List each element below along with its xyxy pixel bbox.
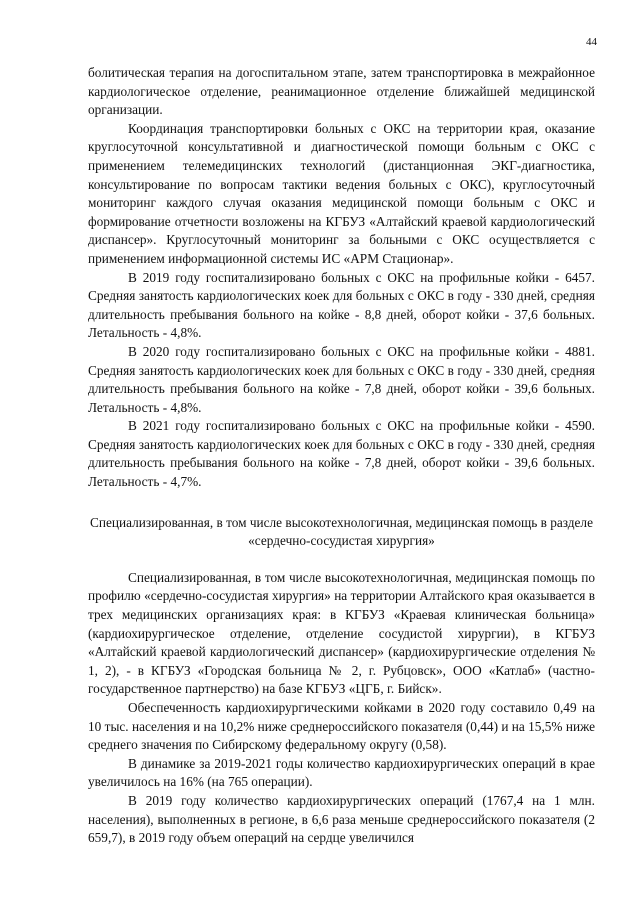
section-heading: Специализированная, в том числе высокотехнологичная, медицинская помощь в разделе «сердечно-сосудистая хирургия» [90, 514, 593, 549]
paragraph-bed-supply: Обеспеченность кардиохирургическими койками в 2020 году составило 0,49 на 10 тыс. населения и на 10,2% ниже среднероссийского показателя (0,44) и на 15,5% ниже среднего значения по Сибирскому федеральному округу (0,58). [88, 700, 595, 753]
document-body [88, 64, 595, 848]
paragraph-continued: болитическая терапия на догоспитальном этапе, затем транспортировка в межрайонное кардиологическое отделение, реанимационное отделение ближайшей медицинской организации. [88, 65, 595, 118]
paragraph-dynamics: В динамике за 2019-2021 годы количество кардиохирургических операций в крае увеличилось на 16% (на 765 операции). [88, 755, 595, 790]
paragraph-2020-stats: В 2020 году госпитализировано больных с ОКС на профильные койки - 4881. Средняя занятость кардиологических коек для больных с ОКС в году - 330 дней, средняя длительность пребывания больного на койке - 7,8 дней, оборот койки - 39,6 больных. Летальность - 4,8%. [88, 343, 595, 415]
paragraph-2021-stats: В 2021 году госпитализировано больных с ОКС на профильные койки - 4590. Средняя занятость кардиологических коек для больных с ОКС в году - 330 дней, средняя длительность пребывания больного на койке - 7,8 дней, оборот койки - 39,6 больных. Летальность - 4,7%. [88, 418, 595, 490]
paragraph-coordination: Координация транспортировки больных с ОКС на территории края, оказание круглосуточной консультативной и диагностической помощи больным с ОКС с применением телемедицинских технологий (дистанционная ЭКГ-диагностика, консультирование по вопросам тактики ведения больных с ОКС), круглосуточный мониторинг каждого случая оказания медицинской помощи больным с ОКС и формирование отчетности возложены на КГБУЗ «Алтайский краевой кардиологический диспансер». Круглосуточный мониторинг за больными с ОКС осуществляется с применением информационной системы ИС «АРМ Стационар». [88, 120, 595, 266]
paragraph-specialized-care: Специализированная, в том числе высокотехнологичная, медицинская помощь по профилю «сердечно-сосудистая хирургия» на территории Алтайского края оказывается в трех медицинских организациях края: в КГБУЗ «Краевая клиническая больница» (кардиохирургическое отделение, отделение сосудистой хирургии), в КГБУЗ «Алтайский краевой кардиологический диспансер» (кардиохирургические отделения № 1, 2), - в КГБУЗ «Городская больница № 2, г. Рубцовск», ООО «Катлаб» (частно-государственное партнерство) на базе КГБУЗ «ЦГБ, г. Бийск». [88, 569, 595, 697]
paragraph-2019-operations: В 2019 году количество кардиохирургических операций (1767,4 на 1 млн. населения), выполненных в регионе, в 6,6 раза меньше среднероссийского показателя (2 659,7), в 2019 году объем операций на сердце увеличился [88, 792, 595, 846]
paragraph-2019-stats: В 2019 году госпитализировано больных с ОКС на профильные койки - 6457. Средняя занятость кардиологических коек для больных с ОКС в году - 330 дней, средняя длительность пребывания больного на койке - 8,8 дней, оборот койки - 37,6 больных. Летальность - 4,8%. [88, 269, 595, 341]
page-number: 44 [586, 36, 597, 48]
